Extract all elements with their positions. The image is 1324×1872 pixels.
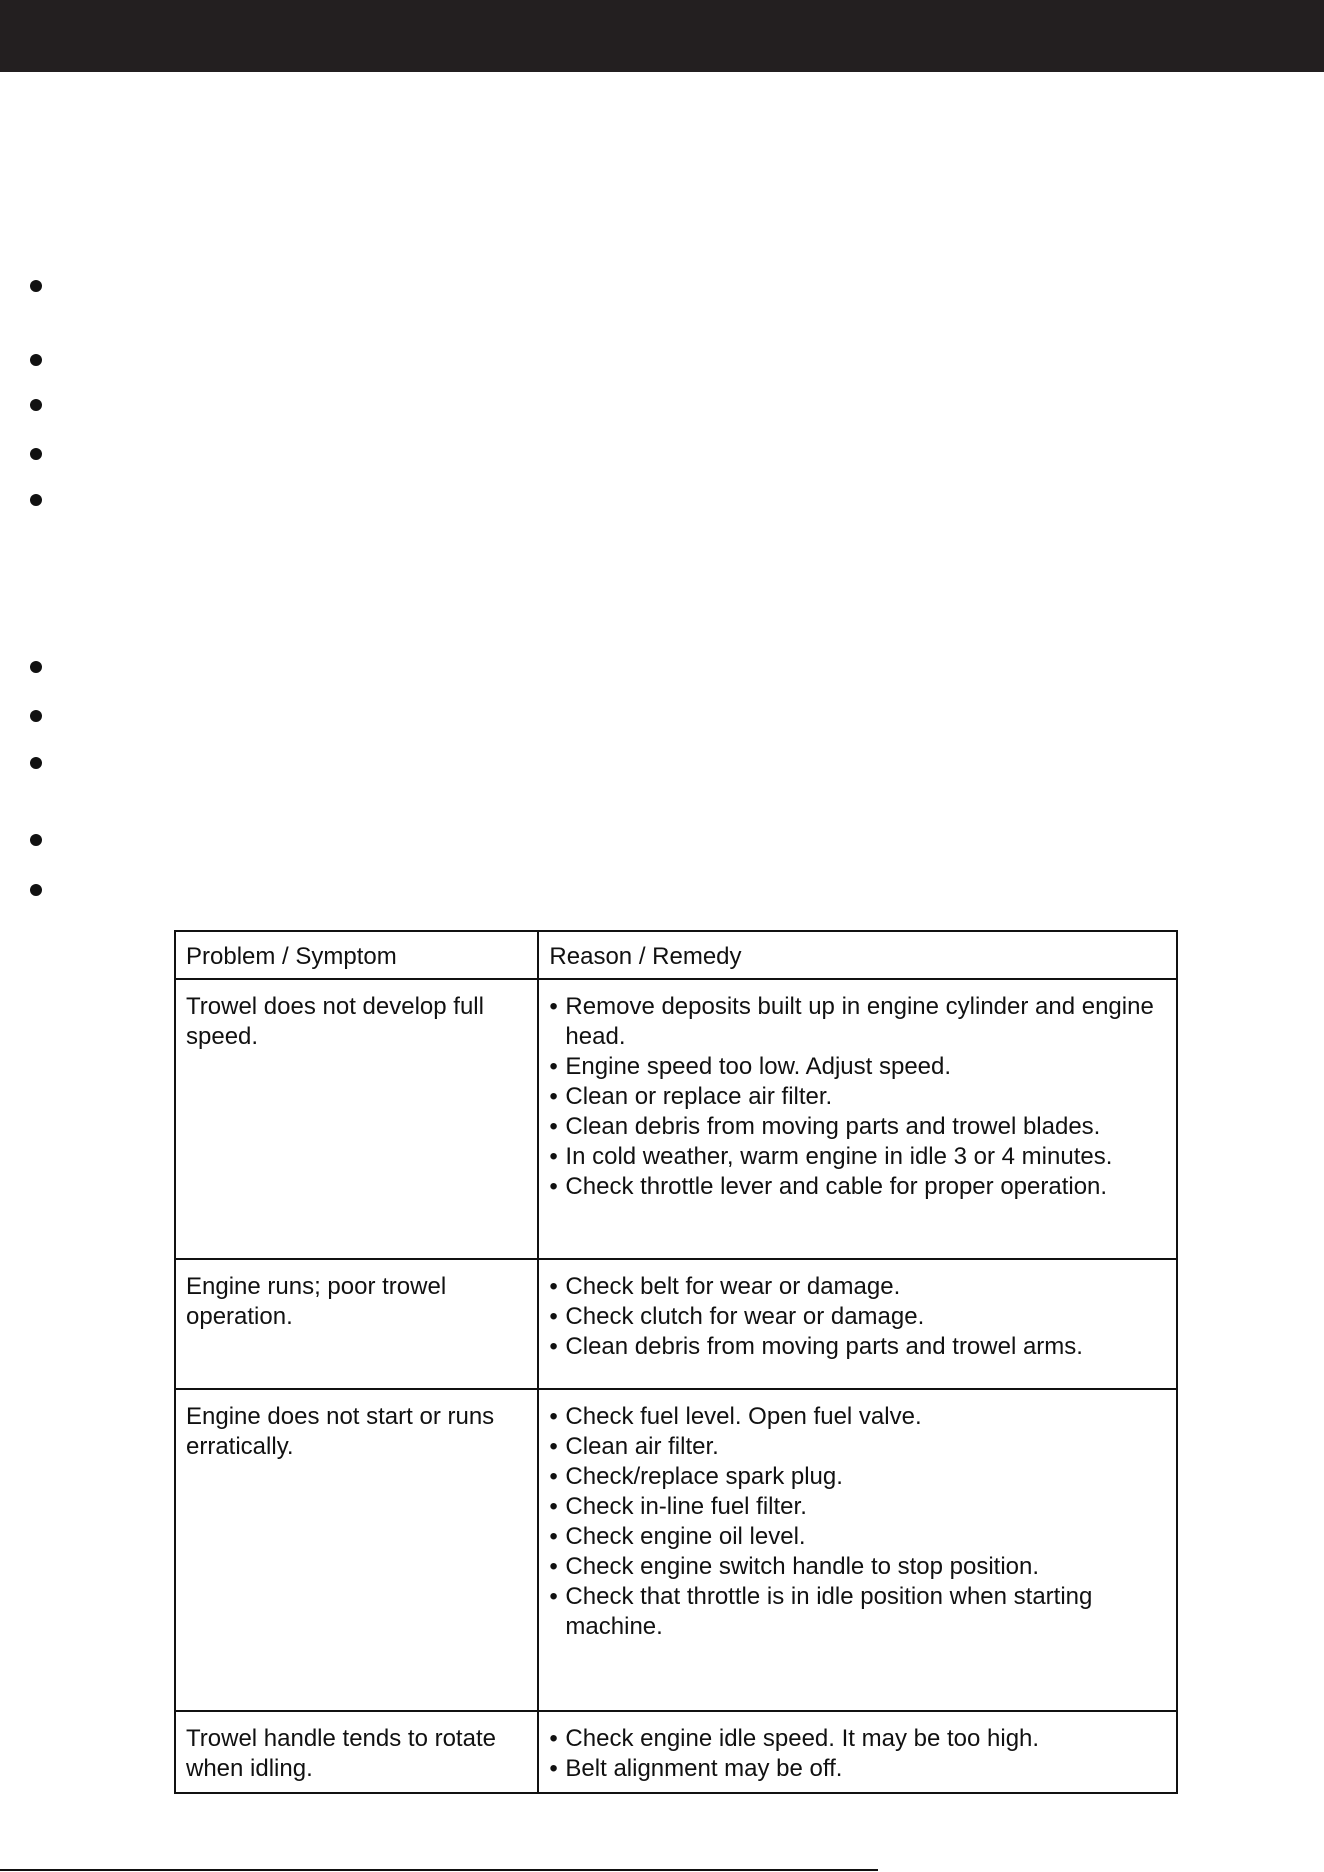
remedy-item: • Check throttle lever and cable for proper operation.	[549, 1172, 1166, 1202]
remedy-item: • Belt alignment may be off.	[549, 1754, 1166, 1784]
bullet-marker	[30, 757, 42, 769]
table-row	[175, 1259, 1177, 1389]
remedy-item: • Engine speed too low. Adjust speed.	[549, 1052, 1166, 1082]
problem-cell: Trowel handle tends to rotate when idling.	[175, 1711, 538, 1793]
remedy-item: • Check/replace spark plug.	[549, 1462, 1166, 1492]
remedy-item: • Check fuel level. Open fuel valve.	[549, 1402, 1166, 1432]
footer-rule	[0, 1869, 878, 1871]
remedy-item: • Clean debris from moving parts and trowel arms.	[549, 1332, 1166, 1362]
remedy-item: • Check clutch for wear or damage.	[549, 1302, 1166, 1332]
bullet-marker	[30, 280, 42, 292]
remedy-item: • Check that throttle is in idle position when starting machine.	[549, 1582, 1166, 1642]
bullet-marker	[30, 399, 42, 411]
remedy-item: • Check engine oil level.	[549, 1522, 1166, 1552]
remedy-cell	[538, 1711, 1177, 1793]
problem-cell: Engine runs; poor trowel operation.	[175, 1259, 538, 1389]
problem-cell: Trowel does not develop full speed.	[175, 979, 538, 1259]
bullet-marker	[30, 884, 42, 896]
bullet-marker	[30, 710, 42, 722]
table-row	[175, 1711, 1177, 1793]
remedy-item: • Clean debris from moving parts and trowel blades.	[549, 1112, 1166, 1142]
remedy-cell	[538, 979, 1177, 1259]
remedy-item: • Check engine idle speed. It may be too high.	[549, 1724, 1166, 1754]
troubleshooting-table	[174, 930, 1178, 1794]
problem-column-header: Problem / Symptom	[175, 931, 538, 979]
bullet-marker	[30, 834, 42, 846]
bullet-marker	[30, 661, 42, 673]
remedy-item: • Remove deposits built up in engine cylinder and engine head.	[549, 992, 1166, 1052]
bullet-marker	[30, 494, 42, 506]
table-row	[175, 979, 1177, 1259]
problem-cell: Engine does not start or runs erratically.	[175, 1389, 538, 1711]
remedy-column-header: Reason / Remedy	[538, 931, 1177, 979]
remedy-item: • Check in-line fuel filter.	[549, 1492, 1166, 1522]
remedy-cell	[538, 1259, 1177, 1389]
remedy-item: • Check engine switch handle to stop position.	[549, 1552, 1166, 1582]
remedy-item: • Clean or replace air filter.	[549, 1082, 1166, 1112]
table-row	[175, 1389, 1177, 1711]
remedy-cell	[538, 1389, 1177, 1711]
remedy-item: • In cold weather, warm engine in idle 3 or 4 minutes.	[549, 1142, 1166, 1172]
remedy-item: • Check belt for wear or damage.	[549, 1272, 1166, 1302]
bullet-marker	[30, 448, 42, 460]
table-header-row	[175, 931, 1177, 979]
remedy-item: • Clean air filter.	[549, 1432, 1166, 1462]
bullet-marker	[30, 354, 42, 366]
